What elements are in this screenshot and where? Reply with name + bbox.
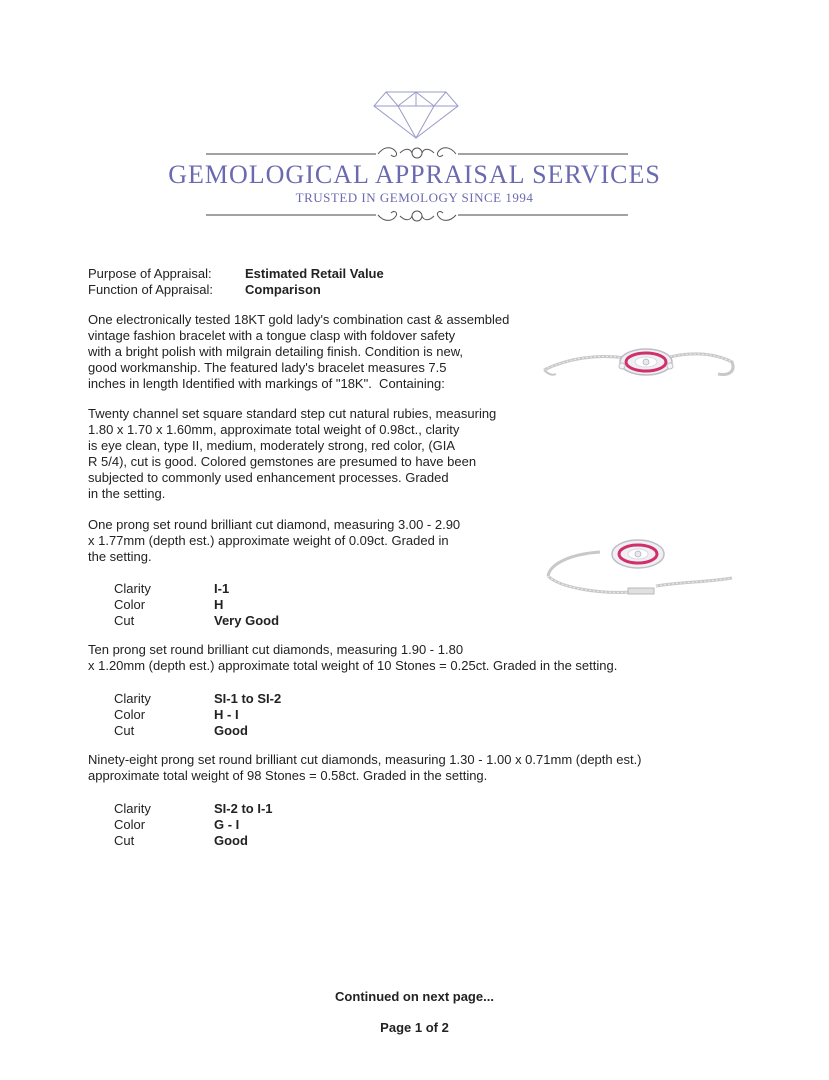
ten-diamonds-line: Ten prong set round brilliant cut diamonds, measuring 1.90 - 1.80 [88, 642, 464, 657]
color-label: Color [114, 597, 146, 612]
cut-label: Cut [114, 833, 135, 848]
cut-label: Cut [114, 723, 135, 738]
color-label: Color [114, 707, 146, 722]
function-label: Function of Appraisal: [88, 282, 214, 297]
clarity-label: Clarity [114, 581, 151, 596]
rubies-line: Twenty channel set square standard step cut natural rubies, measuring [88, 406, 497, 421]
cut-label: Cut [114, 613, 135, 628]
clarity-value: I-1 [214, 581, 230, 596]
ninety-eight-diamonds-line: approximate total weight of 98 Stones = 0.58ct. Graded in the setting. [88, 768, 488, 783]
bottom-divider-ornament [200, 206, 634, 224]
rubies-line: subjected to commonly used enhancement processes. Graded [88, 470, 449, 485]
rubies-line: is eye clean, type II, medium, moderately strong, red color, (GIA [88, 438, 456, 453]
company-tagline: TRUSTED IN GEMOLOGY SINCE 1994 [295, 190, 534, 205]
color-value: H [214, 597, 224, 612]
rubies-line: in the setting. [88, 486, 166, 501]
bracelet-photo-front [538, 332, 738, 400]
description-line: One electronically tested 18KT gold lady's combination cast & assembled [88, 312, 510, 327]
description-line: inches in length Identified with markings of "18K". Containing: [88, 376, 445, 391]
page-number: Page 1 of 2 [380, 1020, 449, 1035]
rubies-line: 1.80 x 1.70 x 1.60mm, approximate total weight of 0.98ct., clarity [88, 422, 460, 437]
cut-value: Very Good [214, 613, 280, 628]
center-diamond-line: the setting. [88, 549, 152, 564]
purpose-label: Purpose of Appraisal: [88, 266, 212, 281]
description-line: with a bright polish with milgrain detailing finish. Condition is new, [88, 344, 464, 359]
rubies-line: R 5/4), cut is good. Colored gemstones are presumed to have been [88, 454, 477, 469]
clarity-label: Clarity [114, 801, 151, 816]
continued-note: Continued on next page... [335, 989, 494, 1004]
diamond-logo-icon [370, 88, 462, 140]
center-diamond-line: One prong set round brilliant cut diamond, measuring 3.00 - 2.90 [88, 517, 461, 532]
bracelet-photo-side [540, 530, 740, 610]
ninety-eight-diamonds-line: Ninety-eight prong set round brilliant cut diamonds, measuring 1.30 - 1.00 x 0.71mm (depth est.) [88, 752, 642, 767]
description-line: vintage fashion bracelet with a tongue clasp with foldover safety [88, 328, 456, 343]
clarity-value: SI-1 to SI-2 [214, 691, 282, 706]
color-value: G - I [214, 817, 240, 832]
color-value: H - I [214, 707, 239, 722]
color-label: Color [114, 817, 146, 832]
cut-value: Good [214, 833, 248, 848]
cut-value: Good [214, 723, 248, 738]
center-diamond-line: x 1.77mm (depth est.) approximate weight of 0.09ct. Graded in [88, 533, 449, 548]
clarity-value: SI-2 to I-1 [214, 801, 273, 816]
company-name: GEMOLOGICAL APPRAISAL SERVICES [168, 160, 661, 189]
purpose-value: Estimated Retail Value [245, 266, 384, 281]
ten-diamonds-line: x 1.20mm (depth est.) approximate total weight of 10 Stones = 0.25ct. Graded in the setting. [88, 658, 618, 673]
clarity-label: Clarity [114, 691, 151, 706]
description-line: good workmanship. The featured lady's bracelet measures 7.5 [88, 360, 447, 375]
function-value: Comparison [245, 282, 321, 297]
